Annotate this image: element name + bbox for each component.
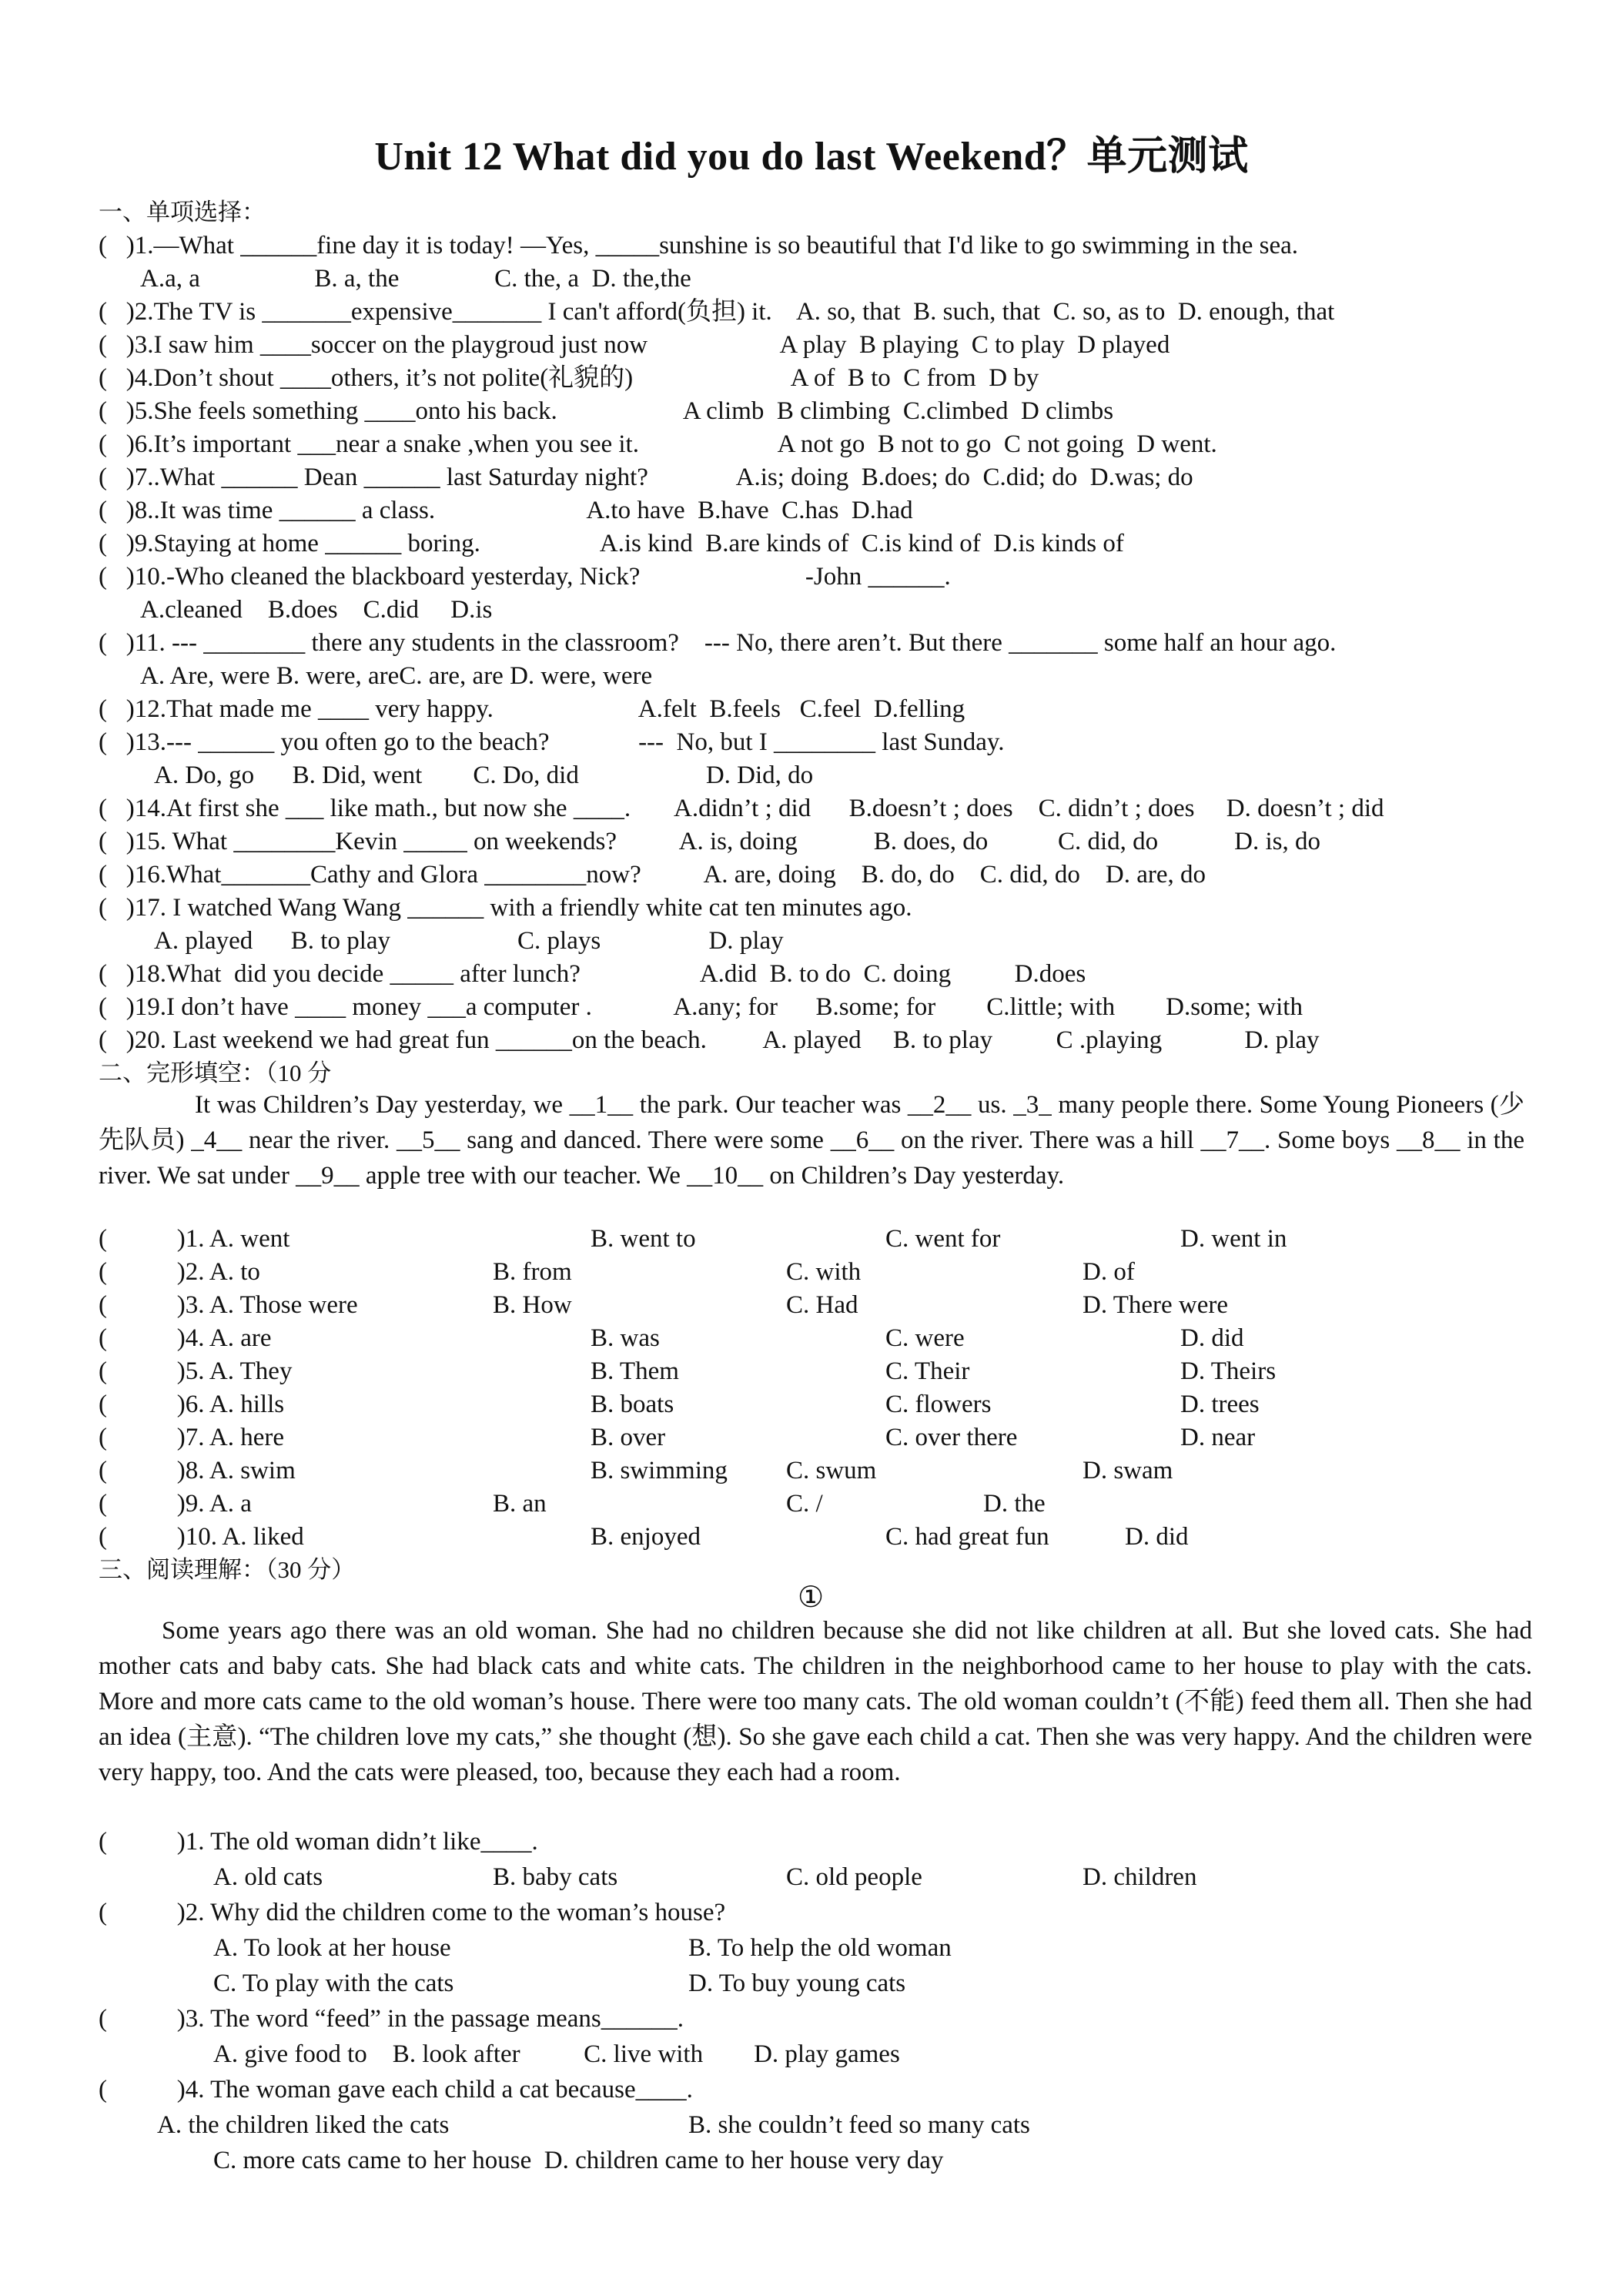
cloze-q5-c: C. Their bbox=[885, 1357, 970, 1385]
cloze-q4-c: C. were bbox=[885, 1324, 965, 1352]
q17-stem: ( )17. I watched Wang Wang ______ with a friendly white cat ten minutes ago. bbox=[99, 894, 912, 922]
cloze-q10: ( )10. A. liked bbox=[99, 1523, 304, 1551]
reading-q1-d: D. children bbox=[1083, 1863, 1197, 1891]
cloze-q1: ( )1. A. went bbox=[99, 1225, 290, 1253]
page-title: Unit 12 What did you do last Weekend？单元测试 bbox=[374, 135, 1249, 179]
q13-stem: ( )13.--- ______ you often go to the beach? --- No, but I ________ last Sunday. bbox=[99, 728, 1005, 756]
cloze-q2: ( )2. A. to bbox=[99, 1258, 260, 1286]
q8-line: ( )8..It was time ______ a class. A.to have B.have C.has D.had bbox=[99, 497, 913, 524]
cloze-q1-c: C. went for bbox=[885, 1225, 1001, 1253]
cloze-q8: ( )8. A. swim bbox=[99, 1457, 296, 1484]
reading-q2: ( )2. Why did the children come to the woman’s house? bbox=[99, 1899, 726, 1926]
section-3-heading: 三、阅读理解：（30 分） bbox=[99, 1556, 356, 1583]
cloze-q3-b: B. How bbox=[493, 1291, 572, 1319]
q17-options: A. played B. to play C. plays D. play bbox=[154, 927, 784, 955]
cloze-q4-b: B. was bbox=[591, 1324, 660, 1352]
cloze-q2-d: D. of bbox=[1083, 1258, 1135, 1286]
cloze-q10-b: B. enjoyed bbox=[591, 1523, 701, 1551]
cloze-q3-d: D. There were bbox=[1083, 1291, 1229, 1319]
cloze-q8-b: B. swimming bbox=[591, 1457, 728, 1484]
q6-line: ( )6.It’s important ___near a snake ,when you see it. A not go B not to go C not going D went. bbox=[99, 430, 1217, 458]
reading-q4-a: A. the children liked the cats bbox=[157, 2111, 450, 2139]
q11-options: A. Are, were B. were, areC. are, are D. were, were bbox=[140, 662, 653, 690]
cloze-q5: ( )5. A. They bbox=[99, 1357, 293, 1385]
reading-q1-b: B. baby cats bbox=[493, 1863, 618, 1891]
q18-line: ( )18.What did you decide _____ after lunch? A.did B. to do C. doing D.does bbox=[99, 960, 1086, 988]
q9-line: ( )9.Staying at home ______ boring. A.is kind B.are kinds of C.is kind of D.is kinds of bbox=[99, 530, 1124, 557]
cloze-q7-c: C. over there bbox=[885, 1424, 1018, 1451]
section-1-heading: 一、单项选择： bbox=[99, 199, 266, 226]
q20-line: ( )20. Last weekend we had great fun ______on the beach. A. played B. to play C .playing D. play bbox=[99, 1026, 1320, 1054]
q10-stem: ( )10.-Who cleaned the blackboard yesterday, Nick? -John ______. bbox=[99, 563, 951, 591]
cloze-q3-c: C. Had bbox=[786, 1291, 858, 1319]
cloze-q5-b: B. Them bbox=[591, 1357, 679, 1385]
cloze-q10-d: D. did bbox=[1125, 1523, 1189, 1551]
reading-q4: ( )4. The woman gave each child a cat because____. bbox=[99, 2076, 693, 2104]
reading-q1-a: A. old cats bbox=[213, 1863, 323, 1891]
cloze-q9-d: D. the bbox=[983, 1490, 1046, 1518]
q5-line: ( )5.She feels something ____onto his back. A climb B climbing C.climbed D climbs bbox=[99, 397, 1114, 425]
cloze-q7-d: D. near bbox=[1180, 1424, 1256, 1451]
q15-line: ( )15. What ________Kevin _____ on weekends? A. is, doing B. does, do C. did, do D. is, do bbox=[99, 828, 1320, 855]
reading-q2-a: A. To look at her house bbox=[213, 1934, 451, 1962]
cloze-q1-d: D. went in bbox=[1180, 1225, 1287, 1253]
section-2-heading: 二、完形填空：（10 分 bbox=[99, 1059, 332, 1086]
q3-line: ( )3.I saw him ____soccer on the playgroud just now A play B playing C to play D played bbox=[99, 331, 1170, 359]
cloze-q4: ( )4. A. are bbox=[99, 1324, 272, 1352]
passage-number-marker: ① bbox=[798, 1581, 825, 1614]
q19-line: ( )19.I don’t have ____ money ___a computer . A.any; for B.some; for C.little; with D.some; with bbox=[99, 993, 1303, 1021]
cloze-q7: ( )7. A. here bbox=[99, 1424, 285, 1451]
reading-q1: ( )1. The old woman didn’t like____. bbox=[99, 1828, 538, 1856]
cloze-q9-b: B. an bbox=[493, 1490, 547, 1518]
cloze-q9: ( )9. A. a bbox=[99, 1490, 252, 1518]
q16-line: ( )16.What_______Cathy and Glora ________now? A. are, doing B. do, do C. did, do D. are, do bbox=[99, 861, 1206, 889]
reading-q3: ( )3. The word “feed” in the passage means______. bbox=[99, 2005, 684, 2033]
q1-options: A.a, a B. a, the C. the, a D. the,the bbox=[140, 265, 691, 293]
q2-line: ( )2.The TV is _______expensive_______ I can't afford(负担) it. A. so, that B. such, that C. so, as to D. enough, that bbox=[99, 298, 1335, 326]
cloze-q2-c: C. with bbox=[786, 1258, 862, 1286]
cloze-passage: It was Children’s Day yesterday, we __1__ the park. Our teacher was __2__ us. _3_ many people there. Some Young Pioneers (少先队员) _4__ near the river. __5__ sang and danced. There were some __6__ on the river. There was a hill __7__. Some boys __8__ in the river. We sat under __9__ apple tree with our teacher. We __10__ on Children’s Day yesterday. bbox=[99, 1091, 1524, 1190]
reading-q4-b: B. she couldn’t feed so many cats bbox=[688, 2111, 1030, 2139]
cloze-q1-b: B. went to bbox=[591, 1225, 696, 1253]
cloze-q8-c: C. swum bbox=[786, 1457, 877, 1484]
reading-q1-c: C. old people bbox=[786, 1863, 922, 1891]
q7-line: ( )7..What ______ Dean ______ last Saturday night? A.is; doing B.does; do C.did; do D.was; do bbox=[99, 464, 1193, 491]
reading-q2-c: C. To play with the cats bbox=[213, 1970, 454, 1997]
cloze-q8-d: D. swam bbox=[1083, 1457, 1173, 1484]
cloze-q6: ( )6. A. hills bbox=[99, 1391, 285, 1418]
q10-options: A.cleaned B.does C.did D.is bbox=[140, 596, 493, 624]
cloze-q2-b: B. from bbox=[493, 1258, 572, 1286]
q14-line: ( )14.At first she ___ like math., but now she ____. A.didn’t ; did B.doesn’t ; does C. didn’t ; does D. doesn’t ; did bbox=[99, 795, 1384, 822]
q1-stem: ( )1.—What ______fine day it is today! —Yes, _____sunshine is so beautiful that I'd like to go swimming in the sea. bbox=[99, 232, 1298, 259]
cloze-q4-d: D. did bbox=[1180, 1324, 1244, 1352]
cloze-q6-b: B. boats bbox=[591, 1391, 674, 1418]
reading-q2-d: D. To buy young cats bbox=[688, 1970, 906, 1997]
q11-stem: ( )11. --- ________ there any students in the classroom? --- No, there aren’t. But there _______ some half an hour ago. bbox=[99, 629, 1337, 657]
reading-q4-cd: C. more cats came to her house D. children came to her house very day bbox=[213, 2147, 944, 2174]
q4-line: ( )4.Don’t shout ____others, it’s not polite(礼貌的) A of B to C from D by bbox=[99, 364, 1039, 392]
cloze-q6-c: C. flowers bbox=[885, 1391, 992, 1418]
cloze-q10-c: C. had great fun bbox=[885, 1523, 1049, 1551]
reading-q3-options: A. give food to B. look after C. live with D. play games bbox=[213, 2040, 900, 2068]
reading-passage: Some years ago there was an old woman. She had no children because she did not like children at all. But she loved cats. She had mother cats and baby cats. She had black cats and white cats. The children in the neighborhood came to her house to play with the cats. More and more cats came to the old woman’s house. There were too many cats. The old woman couldn’t (不能) feed them all. Then she had an idea (主意). “The children love my cats,” she thought (想). So she gave each child a cat. Then she was very happy. And the children were very happy, too. And the cats were pleased, too, because they each had a room. bbox=[99, 1617, 1532, 1786]
cloze-q9-c: C. / bbox=[786, 1490, 823, 1518]
cloze-q7-b: B. over bbox=[591, 1424, 666, 1451]
reading-q2-b: B. To help the old woman bbox=[688, 1934, 952, 1962]
q12-line: ( )12.That made me ____ very happy. A.felt B.feels C.feel D.felling bbox=[99, 695, 965, 723]
cloze-q6-d: D. trees bbox=[1180, 1391, 1260, 1418]
q13-options: A. Do, go B. Did, went C. Do, did D. Did, do bbox=[154, 761, 814, 789]
cloze-q5-d: D. Theirs bbox=[1180, 1357, 1277, 1385]
cloze-q3: ( )3. A. Those were bbox=[99, 1291, 358, 1319]
